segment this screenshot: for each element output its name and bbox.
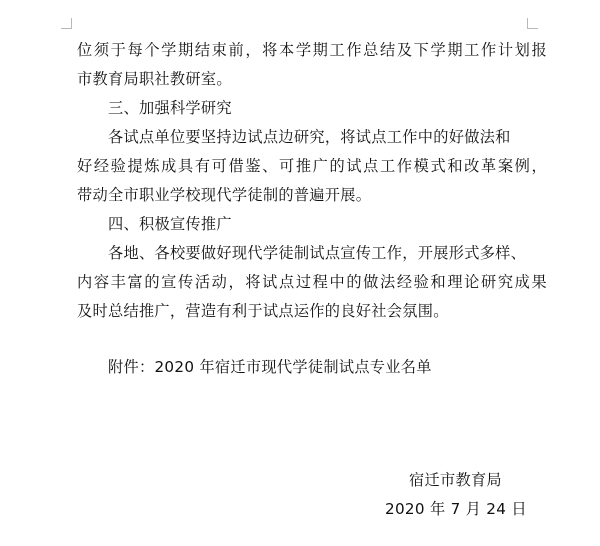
section-heading: 三、加强科学研究 <box>108 99 232 117</box>
paragraph-line: 好经验提炼成具有可借鉴、可推广的试点工作模式和改革案例， <box>77 157 547 175</box>
paragraph-line: 带动全市职业学校现代学徒制的普遍开展。 <box>77 186 372 204</box>
section-heading: 四、积极宣传推广 <box>108 215 232 233</box>
issuer-name: 宿迁市教育局 <box>409 471 502 489</box>
paragraph-line: 位须于每个学期结束前，将本学期工作总结及下学期工作计划报 <box>77 41 547 59</box>
margin-corner-mark-left <box>61 18 72 29</box>
paragraph-line: 各地、各校要做好现代学徒制试点宣传工作，开展形式多样、 <box>108 244 527 262</box>
issue-date: 2020 年 7 月 24 日 <box>385 500 527 518</box>
paragraph-line: 各试点单位要坚持边试点边研究，将试点工作中的好做法和 <box>108 128 511 146</box>
attachment-note: 附件：2020 年宿迁市现代学徒制试点专业名单 <box>108 358 432 376</box>
paragraph-line: 及时总结推广，营造有利于试点运作的良好社会氛围。 <box>77 302 449 320</box>
paragraph-line: 市教育局职社教研室。 <box>77 70 232 88</box>
margin-corner-mark-right <box>527 18 538 29</box>
paragraph-line: 内容丰富的宣传活动，将试点过程中的做法经验和理论研究成果 <box>77 273 547 291</box>
